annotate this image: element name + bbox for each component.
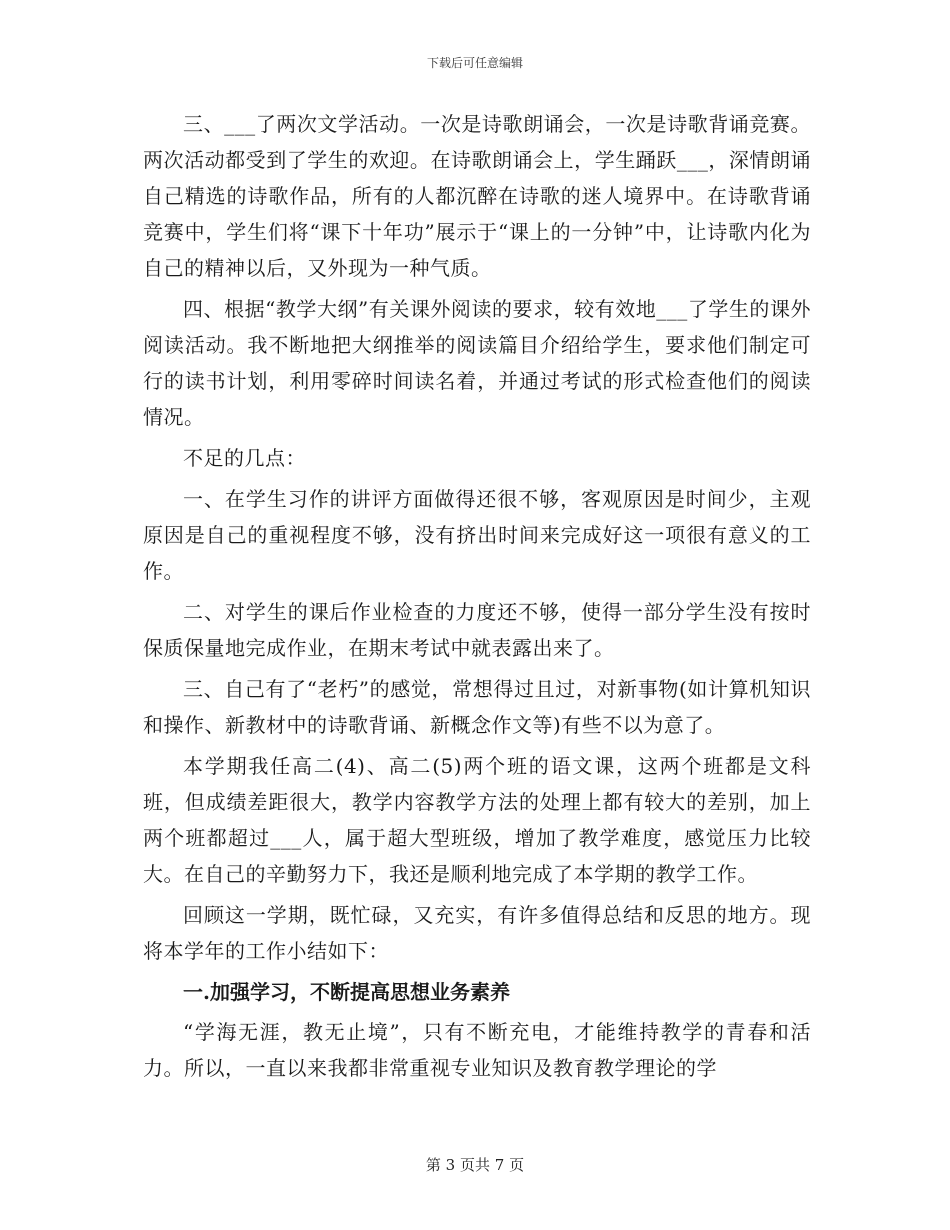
page-number: 第 3 页共 7 页 (425, 1156, 525, 1174)
paragraph-semester-intro: 本学期我任高二(4)、高二(5)两个班的语文课，这两个班都是文科班，但成绩差距很大，教学内容教学方法的处理上都有较大的差别，加上两个班都超过___人，属于超大型班级，增加了教学难度，感觉压力比较大。在自己的辛勤努力下，我还是顺利地完成了本学期的教学工作。 (143, 754, 811, 886)
paragraph-shortcoming-3: 三、自己有了“老朽”的感觉，常想得过且过，对新事物(如计算机知识和操作、新教材中的诗歌背诵、新概念作文等)有些不以为意了。 (143, 677, 811, 737)
paragraph-activities: 三、___了两次文学活动。一次是诗歌朗诵会，一次是诗歌背诵竞赛。两次活动都受到了学生的欢迎。在诗歌朗诵会上，学生踊跃___，深情朗诵自己精选的诗歌作品，所有的人都沉醉在诗歌的迷人境界中。在诗歌背诵竞赛中，学生们将“课下十年功”展示于“课上的一分钟”中，让诗歌内化为自己的精神以后，又外现为一种气质。 (143, 112, 811, 280)
paragraph-shortcoming-1: 一、在学生习作的讲评方面做得还很不够，客观原因是时间少，主观原因是自己的重视程度不够，没有挤出时间来完成好这一项很有意义的工作。 (143, 487, 811, 583)
paragraph-shortcomings-title: 不足的几点： (183, 446, 306, 470)
paragraph-shortcoming-2: 二、对学生的课后作业检查的力度还不够，使得一部分学生没有按时保质保量地完成作业，在期末考试中就表露出来了。 (143, 600, 811, 660)
section-heading: 一.加强学习，不断提高思想业务素养 (183, 980, 510, 1004)
paragraph-review: 回顾这一学期，既忙碌，又充实，有许多值得总结和反思的地方。现将本学年的工作小结如下： (143, 903, 811, 963)
document-body (143, 106, 811, 1091)
header-note: 下载后可任意编辑 (426, 56, 523, 70)
paragraph-reading: 四、根据“教学大纲”有关课外阅读的要求，较有效地___了学生的课外阅读活动。我不断地把大纲推举的阅读篇目介绍给学生，要求他们制定可行的读书计划，利用零碎时间读名着，并通过考试的形式检查他们的阅读情况。 (143, 297, 811, 429)
paragraph-learning: “学海无涯，教无止境”，只有不断充电，才能维持教学的青春和活力。所以，一直以来我都非常重视专业知识及教育教学理论的学 (143, 1020, 811, 1080)
